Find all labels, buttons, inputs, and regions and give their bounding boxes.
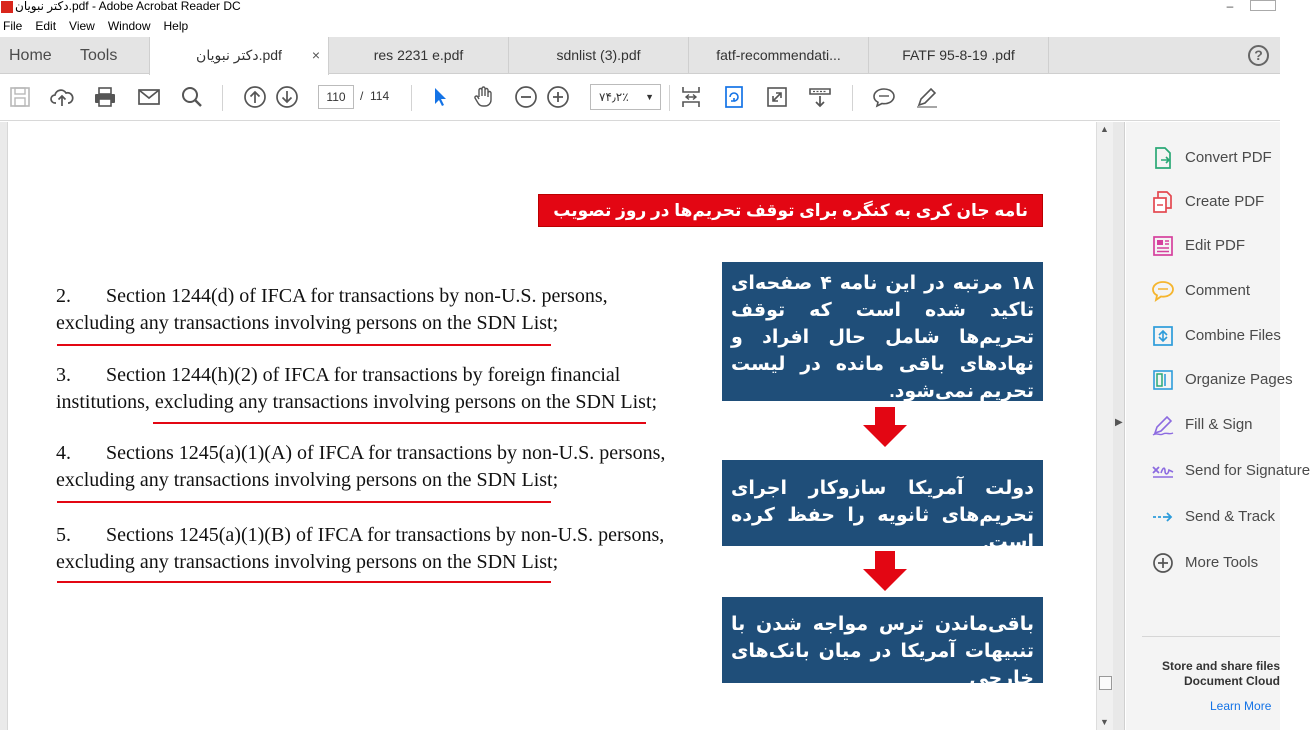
previous-page-icon[interactable] (243, 85, 267, 109)
toolbar-divider (669, 85, 670, 111)
tool-send-track[interactable] (1126, 495, 1280, 535)
tool-comment[interactable] (1126, 269, 1280, 309)
menu-view[interactable]: View (69, 19, 95, 33)
window-title: دکتر نبویان.pdf - Adobe Acrobat Reader DC (15, 0, 241, 13)
info-box: دولت آمریکا سازوکار اجرای تحریم‌های ثانویه را حفظ کرده است. (722, 460, 1043, 546)
tool-convert-pdf[interactable] (1126, 136, 1280, 176)
section-line: Section 1244(h)(2) of IFCA for transactions by foreign financial (106, 364, 621, 386)
info-box: ۱۸ مرتبه در این نامه ۴ صفحه‌ای تاکید شده است که توقف تحریم‌ها شامل حال افراد و نهادهای باقی مانده در لیست تحریم نمی‌شود. (722, 262, 1043, 401)
email-icon[interactable] (137, 85, 161, 109)
menu-file[interactable]: File (3, 19, 23, 33)
comment-bubble-icon[interactable] (872, 85, 896, 109)
section-line: excluding any transactions involving persons on the SDN List; (56, 551, 559, 573)
vertical-scrollbar[interactable] (1096, 122, 1113, 730)
toolbar-divider (411, 85, 412, 111)
upload-cloud-icon[interactable] (50, 85, 74, 109)
info-box: باقی‌ماندن ترس مواجه شدن با تنبیهات آمریکا در میان بانک‌های خارجی (722, 597, 1043, 683)
section-item (56, 522, 664, 576)
fit-page-icon[interactable] (679, 85, 703, 109)
zoom-value: ۷۴٫۲٪ (599, 90, 629, 104)
help-icon[interactable]: ? (1248, 45, 1269, 66)
doc-tab[interactable]: res 2231 e.pdf (329, 37, 509, 74)
rotate-view-icon[interactable] (722, 85, 746, 109)
select-cursor-icon[interactable] (428, 85, 452, 109)
section-number: 3. (56, 364, 71, 386)
acrobat-app-icon (1, 1, 13, 13)
doc-tab[interactable]: FATF 95-8-19 .pdf (869, 37, 1049, 74)
print-icon[interactable] (93, 85, 117, 109)
section-item (56, 362, 657, 416)
chevron-right-icon[interactable]: ▶ (1115, 417, 1123, 428)
section-line: Sections 1245(a)(1)(B) of IFCA for transactions by non-U.S. persons, (106, 524, 665, 546)
scroll-up-icon[interactable]: ▲ (1100, 124, 1109, 134)
tool-label: Organize Pages (1185, 371, 1293, 388)
organize-pages-icon (1151, 368, 1175, 392)
down-arrow-icon (863, 407, 907, 447)
page-separator: / (360, 89, 364, 103)
doc-tab-label: دکتر نبویان.pdf (196, 47, 282, 63)
tool-fill-sign[interactable] (1126, 403, 1280, 443)
cloud-line: Document Cloud (1184, 674, 1280, 688)
tool-combine-files[interactable] (1126, 314, 1280, 354)
tool-label: Combine Files (1185, 327, 1281, 344)
full-screen-icon[interactable] (765, 85, 789, 109)
zoom-in-icon[interactable] (546, 85, 570, 109)
tool-label: Fill & Sign (1185, 416, 1253, 433)
red-underline (153, 422, 646, 424)
document-viewer[interactable] (0, 122, 1113, 730)
learn-more-link[interactable]: Learn More (1210, 699, 1272, 713)
left-panel-gutter[interactable] (0, 122, 8, 730)
document-cloud-promo (1140, 659, 1280, 689)
section-line: excluding any transactions involving persons on the SDN List; (56, 469, 559, 491)
section-line: Section 1244(d) of IFCA for transactions by non-U.S. persons, (106, 285, 608, 307)
red-underline (57, 581, 551, 583)
maximize-icon[interactable] (1250, 0, 1276, 11)
pdf-page[interactable] (9, 122, 1096, 730)
scrollbar-thumb[interactable] (1099, 676, 1112, 690)
zoom-out-icon[interactable] (514, 85, 538, 109)
menu-window[interactable]: Window (107, 19, 151, 33)
menu-edit[interactable]: Edit (35, 19, 57, 33)
convert-pdf-icon (1151, 146, 1175, 170)
section-number: 2. (56, 285, 71, 307)
section-line: institutions, excluding any transactions involving persons on the SDN List; (56, 391, 658, 413)
tool-label: More Tools (1185, 554, 1259, 571)
read-mode-icon[interactable] (808, 85, 832, 109)
page-total: 114 (370, 89, 390, 103)
section-number: 5. (56, 524, 71, 546)
section-line: Sections 1245(a)(1)(A) of IFCA for transactions by non-U.S. persons, (106, 442, 666, 464)
search-icon[interactable] (180, 85, 204, 109)
doc-tab[interactable]: fatf-recommendati... (689, 37, 869, 74)
hand-tool-icon[interactable] (471, 85, 495, 109)
zoom-dropdown[interactable] (590, 84, 661, 110)
menu-bar (0, 17, 1280, 37)
edit-pdf-icon (1151, 234, 1175, 258)
tool-organize-pages[interactable] (1126, 358, 1293, 398)
highlight-pen-icon[interactable] (915, 85, 939, 109)
tool-label: Edit PDF (1185, 237, 1246, 254)
tool-label: Convert PDF (1185, 149, 1272, 166)
doc-tab[interactable]: sdnlist (3).pdf (509, 37, 689, 74)
fill-sign-icon (1151, 413, 1175, 437)
send-track-icon (1151, 505, 1175, 529)
toolbar-divider (852, 85, 853, 111)
red-underline (57, 344, 551, 346)
section-line: excluding any transactions involving persons on the SDN List; (56, 312, 559, 334)
tool-label: Create PDF (1185, 193, 1265, 210)
section-item (56, 283, 608, 337)
tool-send-for-signature[interactable] (1126, 449, 1310, 489)
red-underline (57, 501, 551, 503)
minimize-icon[interactable]: – (1226, 0, 1234, 13)
create-pdf-icon (1151, 190, 1175, 214)
tool-create-pdf[interactable] (1126, 180, 1280, 220)
send-for-signature-icon (1151, 459, 1175, 483)
more-tools-icon (1151, 551, 1175, 575)
tab-bar (0, 37, 1280, 74)
comment-icon (1151, 279, 1175, 303)
down-arrow-icon (863, 551, 907, 591)
toolbar-divider (222, 85, 223, 111)
page-number-input[interactable]: 110 (318, 85, 354, 109)
panel-collapse-handle[interactable] (1113, 122, 1125, 730)
doc-tab-active[interactable] (149, 37, 329, 75)
close-tab-icon[interactable]: × (311, 47, 320, 63)
tool-edit-pdf[interactable] (1126, 224, 1280, 264)
tab-tools[interactable]: Tools (80, 47, 118, 64)
section-number: 4. (56, 442, 71, 464)
panel-divider (1142, 636, 1280, 637)
cloud-line: Store and share files (1161, 659, 1280, 673)
menu-help[interactable]: Help (163, 19, 189, 33)
tools-panel (1126, 122, 1310, 730)
chevron-down-icon: ▼ (645, 92, 654, 102)
tab-home[interactable]: Home (9, 47, 52, 64)
tool-label: Send & Track (1185, 508, 1276, 525)
scroll-down-icon[interactable]: ▼ (1100, 717, 1109, 727)
next-page-icon[interactable] (275, 85, 299, 109)
section-item (56, 440, 665, 494)
combine-files-icon (1151, 324, 1175, 348)
save-icon[interactable] (8, 85, 32, 109)
tool-label: Comment (1185, 282, 1251, 299)
document-heading: نامه جان کری به کنگره برای توقف تحریم‌ها در روز تصویب برجام (538, 194, 1043, 227)
tool-more-tools[interactable] (1126, 541, 1280, 581)
title-bar (0, 0, 1280, 15)
tool-label: Send for Signature (1185, 462, 1310, 479)
